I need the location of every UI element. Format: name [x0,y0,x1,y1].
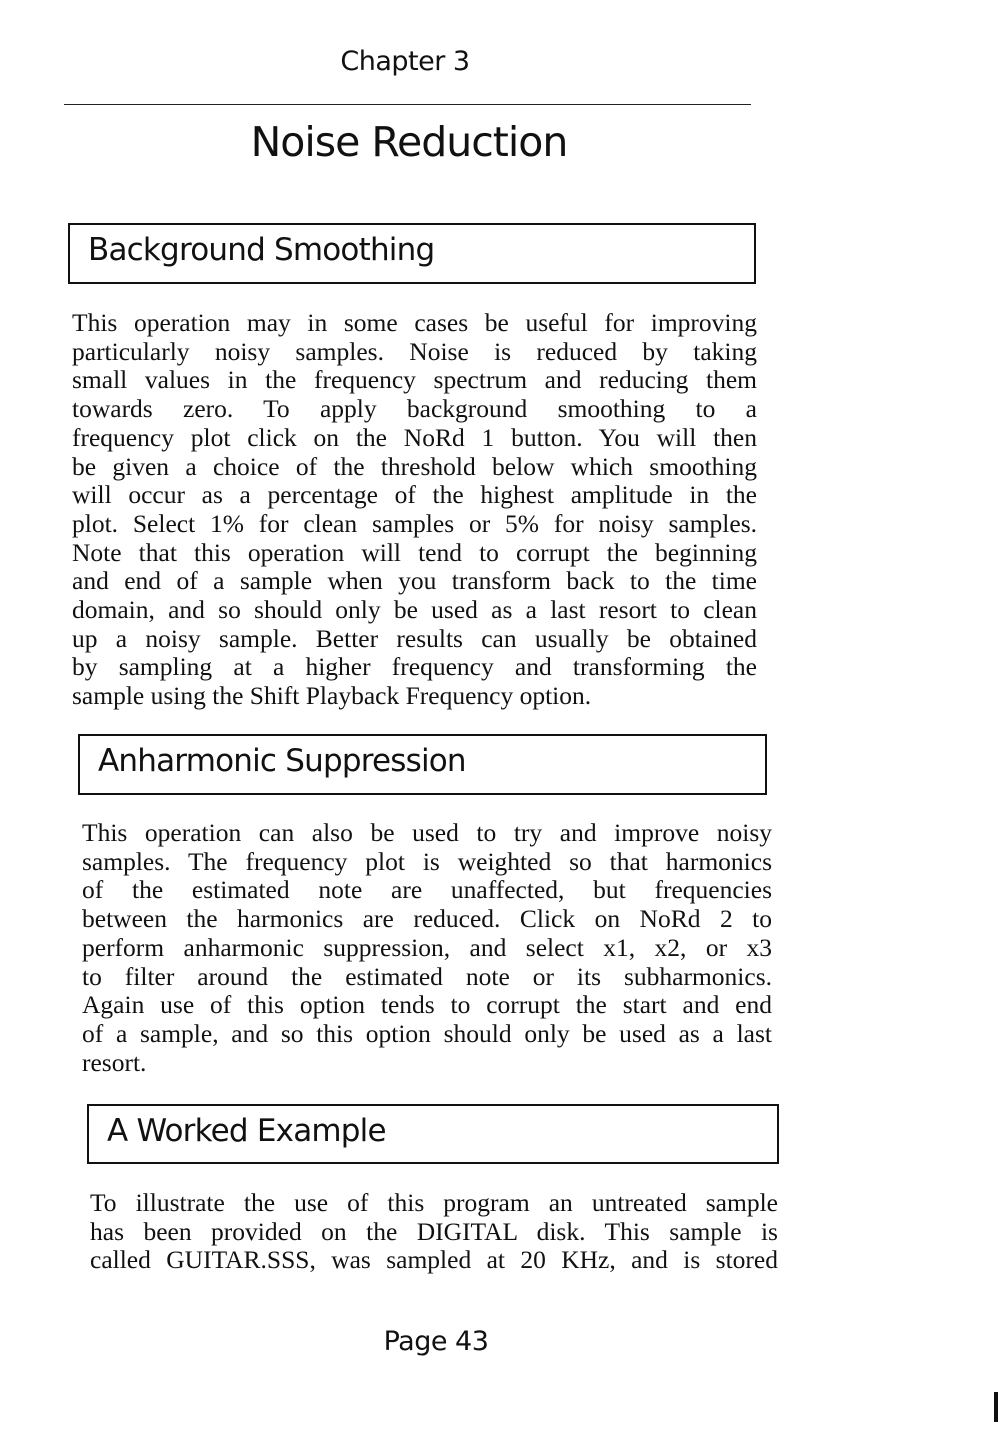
text-line: This operation can also be used to try and improve noisy [82,818,772,847]
section-heading: Anharmonic Suppression [98,743,466,779]
text-line: This operation may in some cases be useful for improving [72,308,757,337]
text-line: towards zero. To apply background smoothing to a [72,394,757,424]
text-line: To illustrate the use of this program an untreated sample [90,1188,778,1217]
text-line: of the estimated note are unaffected, but frequencies [82,875,772,905]
section-heading: A Worked Example [107,1113,386,1149]
section-body [82,819,772,1077]
text-line: samples. The frequency plot is weighted so that harmonics [82,846,772,876]
text-line: frequency plot click on the NoRd 1 button. You will then [72,422,757,452]
header-rule [64,104,751,105]
scan-edge-mark [994,1392,998,1422]
section-heading-box [68,223,756,284]
text-line: resort. [82,1047,147,1077]
text-line: to filter around the estimated note or its subharmonics. [82,961,772,991]
page-title: Noise Reduction [250,118,568,166]
section-heading-box [78,734,767,795]
text-line: Again use of this option tends to corrupt the start and end [82,990,772,1020]
section-body [90,1189,778,1275]
text-line: between the harmonics are reduced. Click on NoRd 2 to [82,904,772,934]
page-number: Page 43 [383,1326,489,1357]
text-line: has been provided on the DIGITAL disk. This sample is [90,1216,778,1246]
text-line: plot. Select 1% for clean samples or 5% for noisy samples. [72,508,757,538]
text-line: called GUITAR.SSS, was sampled at 20 KHz, and is stored [90,1245,778,1275]
section-heading: Background Smoothing [88,232,435,268]
chapter-label: Chapter 3 [340,46,470,77]
text-line: up a noisy sample. Better results can usually be obtained [72,623,757,653]
text-line: by sampling at a higher frequency and transforming the [72,652,757,682]
text-line: and end of a sample when you transform back to the time [72,566,757,596]
text-line: domain, and so should only be used as a last resort to clean [72,595,757,625]
section-body [72,309,757,711]
text-line: particularly noisy samples. Noise is reduced by taking [72,336,757,366]
text-line: sample using the Shift Playback Frequency option. [72,681,592,711]
text-line: perform anharmonic suppression, and select x1, x2, or x3 [82,932,772,962]
text-line: will occur as a percentage of the highest amplitude in the [72,480,757,510]
text-line: of a sample, and so this option should only be used as a last [82,1018,772,1048]
text-line: be given a choice of the threshold below which smoothing [72,451,757,481]
text-line: small values in the frequency spectrum and reducing them [72,365,757,395]
section-heading-box [87,1104,779,1164]
text-line: Note that this operation will tend to corrupt the beginning [72,537,757,567]
